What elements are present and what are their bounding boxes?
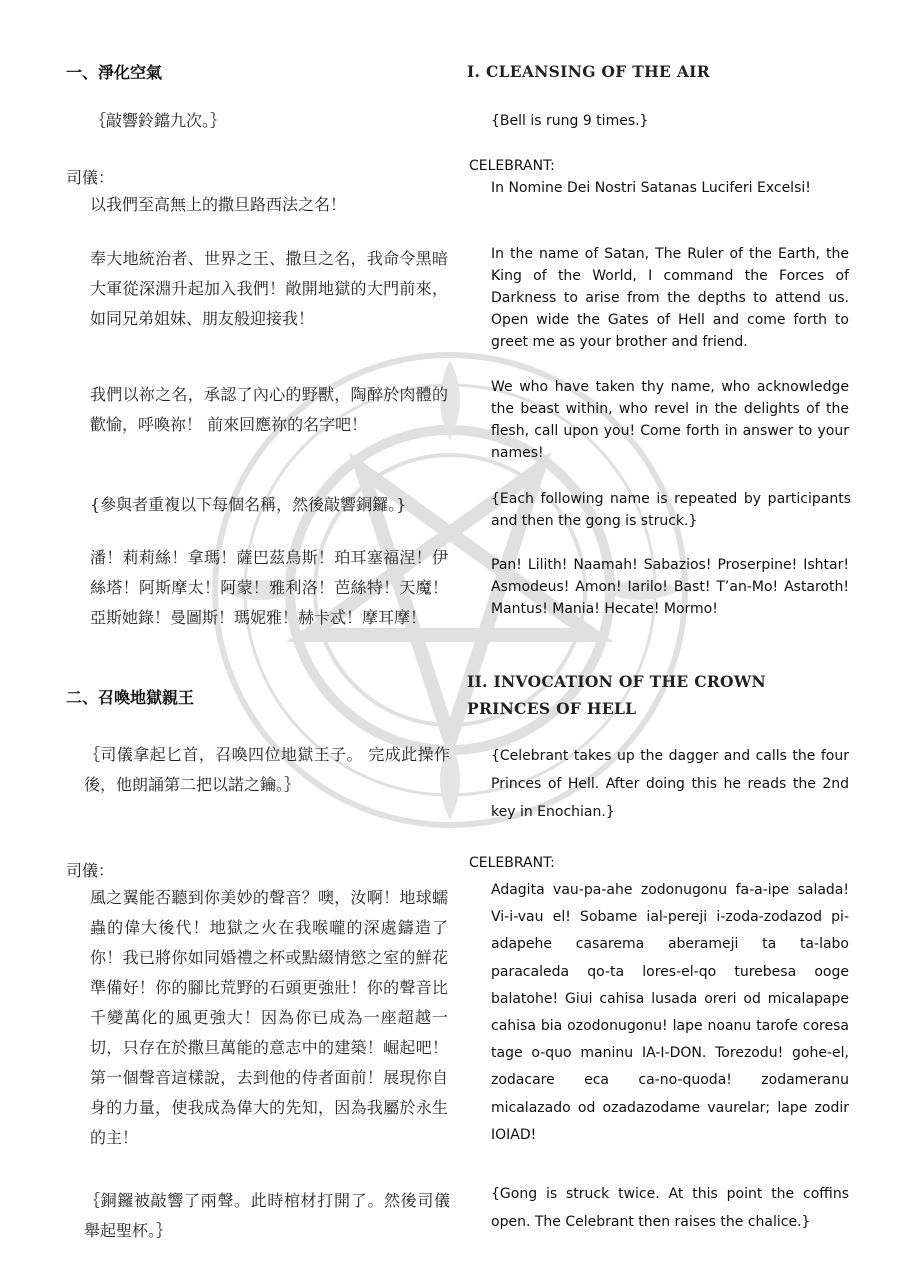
bell-note-en: {Bell is rung 9 times.} (491, 113, 649, 129)
command-paragraph-en: In the name of Satan, The Ruler of the Earth, the King of the World, I command the Forces of Darkness to arise from the depths to attend us. Open wide the Gates of Hell and come forth to greet me as your brother and friend. (491, 246, 849, 350)
command-paragraph-zh: 奉大地統治者、世界之王、撒旦之名，我命令黑暗大軍從深淵升起加入我們！敞開地獄的大門前來，如同兄弟姐妹、朋友般迎接我！ (90, 249, 448, 328)
section-heading-2-zh: 二、召喚地獄親王 (66, 688, 195, 707)
dagger-note-en: {Celebrant takes up the dagger and calls the four Princes of Hell. After doing this he reads the 2nd key in Enochian.} (491, 748, 849, 820)
invocation-line-en: In Nomine Dei Nostri Satanas Luciferi Excelsi! (491, 180, 811, 196)
names-note-zh: {參與者重複以下每個名稱，然後敲響銅鑼。} (90, 495, 407, 514)
speaker-label-en: CELEBRANT: (469, 158, 555, 174)
names-note-en: {Each following name is repeated by participants and then the gong is struck.} (491, 491, 851, 529)
section-heading-1-zh: 一、淨化空氣 (66, 63, 163, 82)
acknowledge-paragraph-zh: 我們以祢之名，承認了內心的野獸，陶醉於肉體的歡愉，呼喚祢！ 前來回應祢的名字吧！ (90, 385, 448, 434)
enochian-key-paragraph-zh: 風之翼能否聽到你美妙的聲音？噢，汝啊！地球蠕蟲的偉大後代！地獄之火在我喉嚨的深處鑄造了你！我已將你如同婚禮之杯或點綴情慾之室的鮮花準備好！你的腳比荒野的石頭更強壯！你的聲音比千變萬化的風更強大！因為你已成為一座超越一切，只存在於撒旦萬能的意志中的建築！崛起吧！第一個聲音這樣說，去到他的侍者面前！展現你自身的力量，使我成為偉大的先知，因為我屬於永生的主！ (90, 888, 448, 1147)
names-list-zh: 潘！莉莉絲！拿瑪！薩巴茲烏斯！珀耳塞福涅！伊絲塔！阿斯摩太！阿蒙！雅利洛！芭絲特！天魔！亞斯她錄！曼圖斯！瑪妮雅！赫卡忒！摩耳摩！ (90, 548, 448, 627)
speaker-label-zh: 司儀： (66, 168, 115, 187)
speaker-label-2-zh: 司儀： (66, 861, 115, 880)
bell-note-zh: ｛敲響鈴鐺九次。｝ (90, 111, 227, 130)
acknowledge-paragraph-en: We who have taken thy name, who acknowledge the beast within, who revel in the delights of the flesh, call upon you! Come forth in answer to your names! (491, 379, 849, 461)
dagger-note-zh: ｛司儀拿起匕首，召喚四位地獄王子。 完成此操作後，他朗誦第二把以諾之鑰。｝ (84, 745, 450, 794)
gong-note-en: {Gong is struck twice. At this point the coffins open. The Celebrant then raises the chalice.} (491, 1186, 849, 1230)
section-heading-2-en: II. INVOCATION OF THE CROWN PRINCES OF HELL (467, 672, 767, 718)
invocation-line-zh: 以我們至高無上的撒旦路西法之名！ (90, 195, 347, 214)
speaker-label-2-en: CELEBRANT: (469, 855, 555, 871)
names-list-en: Pan! Lilith! Naamah! Sabazios! Proserpine! Ishtar! Asmodeus! Amon! Iarilo! Bast! T’an-Mo! Astaroth! Mantus! Mania! Hecate! Mormo! (491, 557, 849, 617)
gong-note-zh: ｛銅鑼被敲響了兩聲。此時棺材打開了。然後司儀舉起聖杯。｝ (84, 1191, 450, 1240)
enochian-key-paragraph-en: Adagita vau-pa-ahe zodonugonu fa-a-ipe salada! Vi-i-vau el! Sobame ial-pereji i-zoda-zodazod pi-adapehe casarema aberameji ta ta-labo paracaleda qo-ta lores-el-qo turebesa ooge balatohe! Giui cahisa lusada oreri od micalapape cahisa bia ozodonugonu! lape noanu tarofe coresa tage o-quo maninu IA-I-DON. Torezodu! gohe-el, zodacare eca ca-no-quoda! zodameranu micalazado od ozadazodame vaurelar; lape zodir IOIAD! (491, 882, 849, 1143)
section-heading-1-en: I. CLEANSING OF THE AIR (467, 62, 710, 81)
